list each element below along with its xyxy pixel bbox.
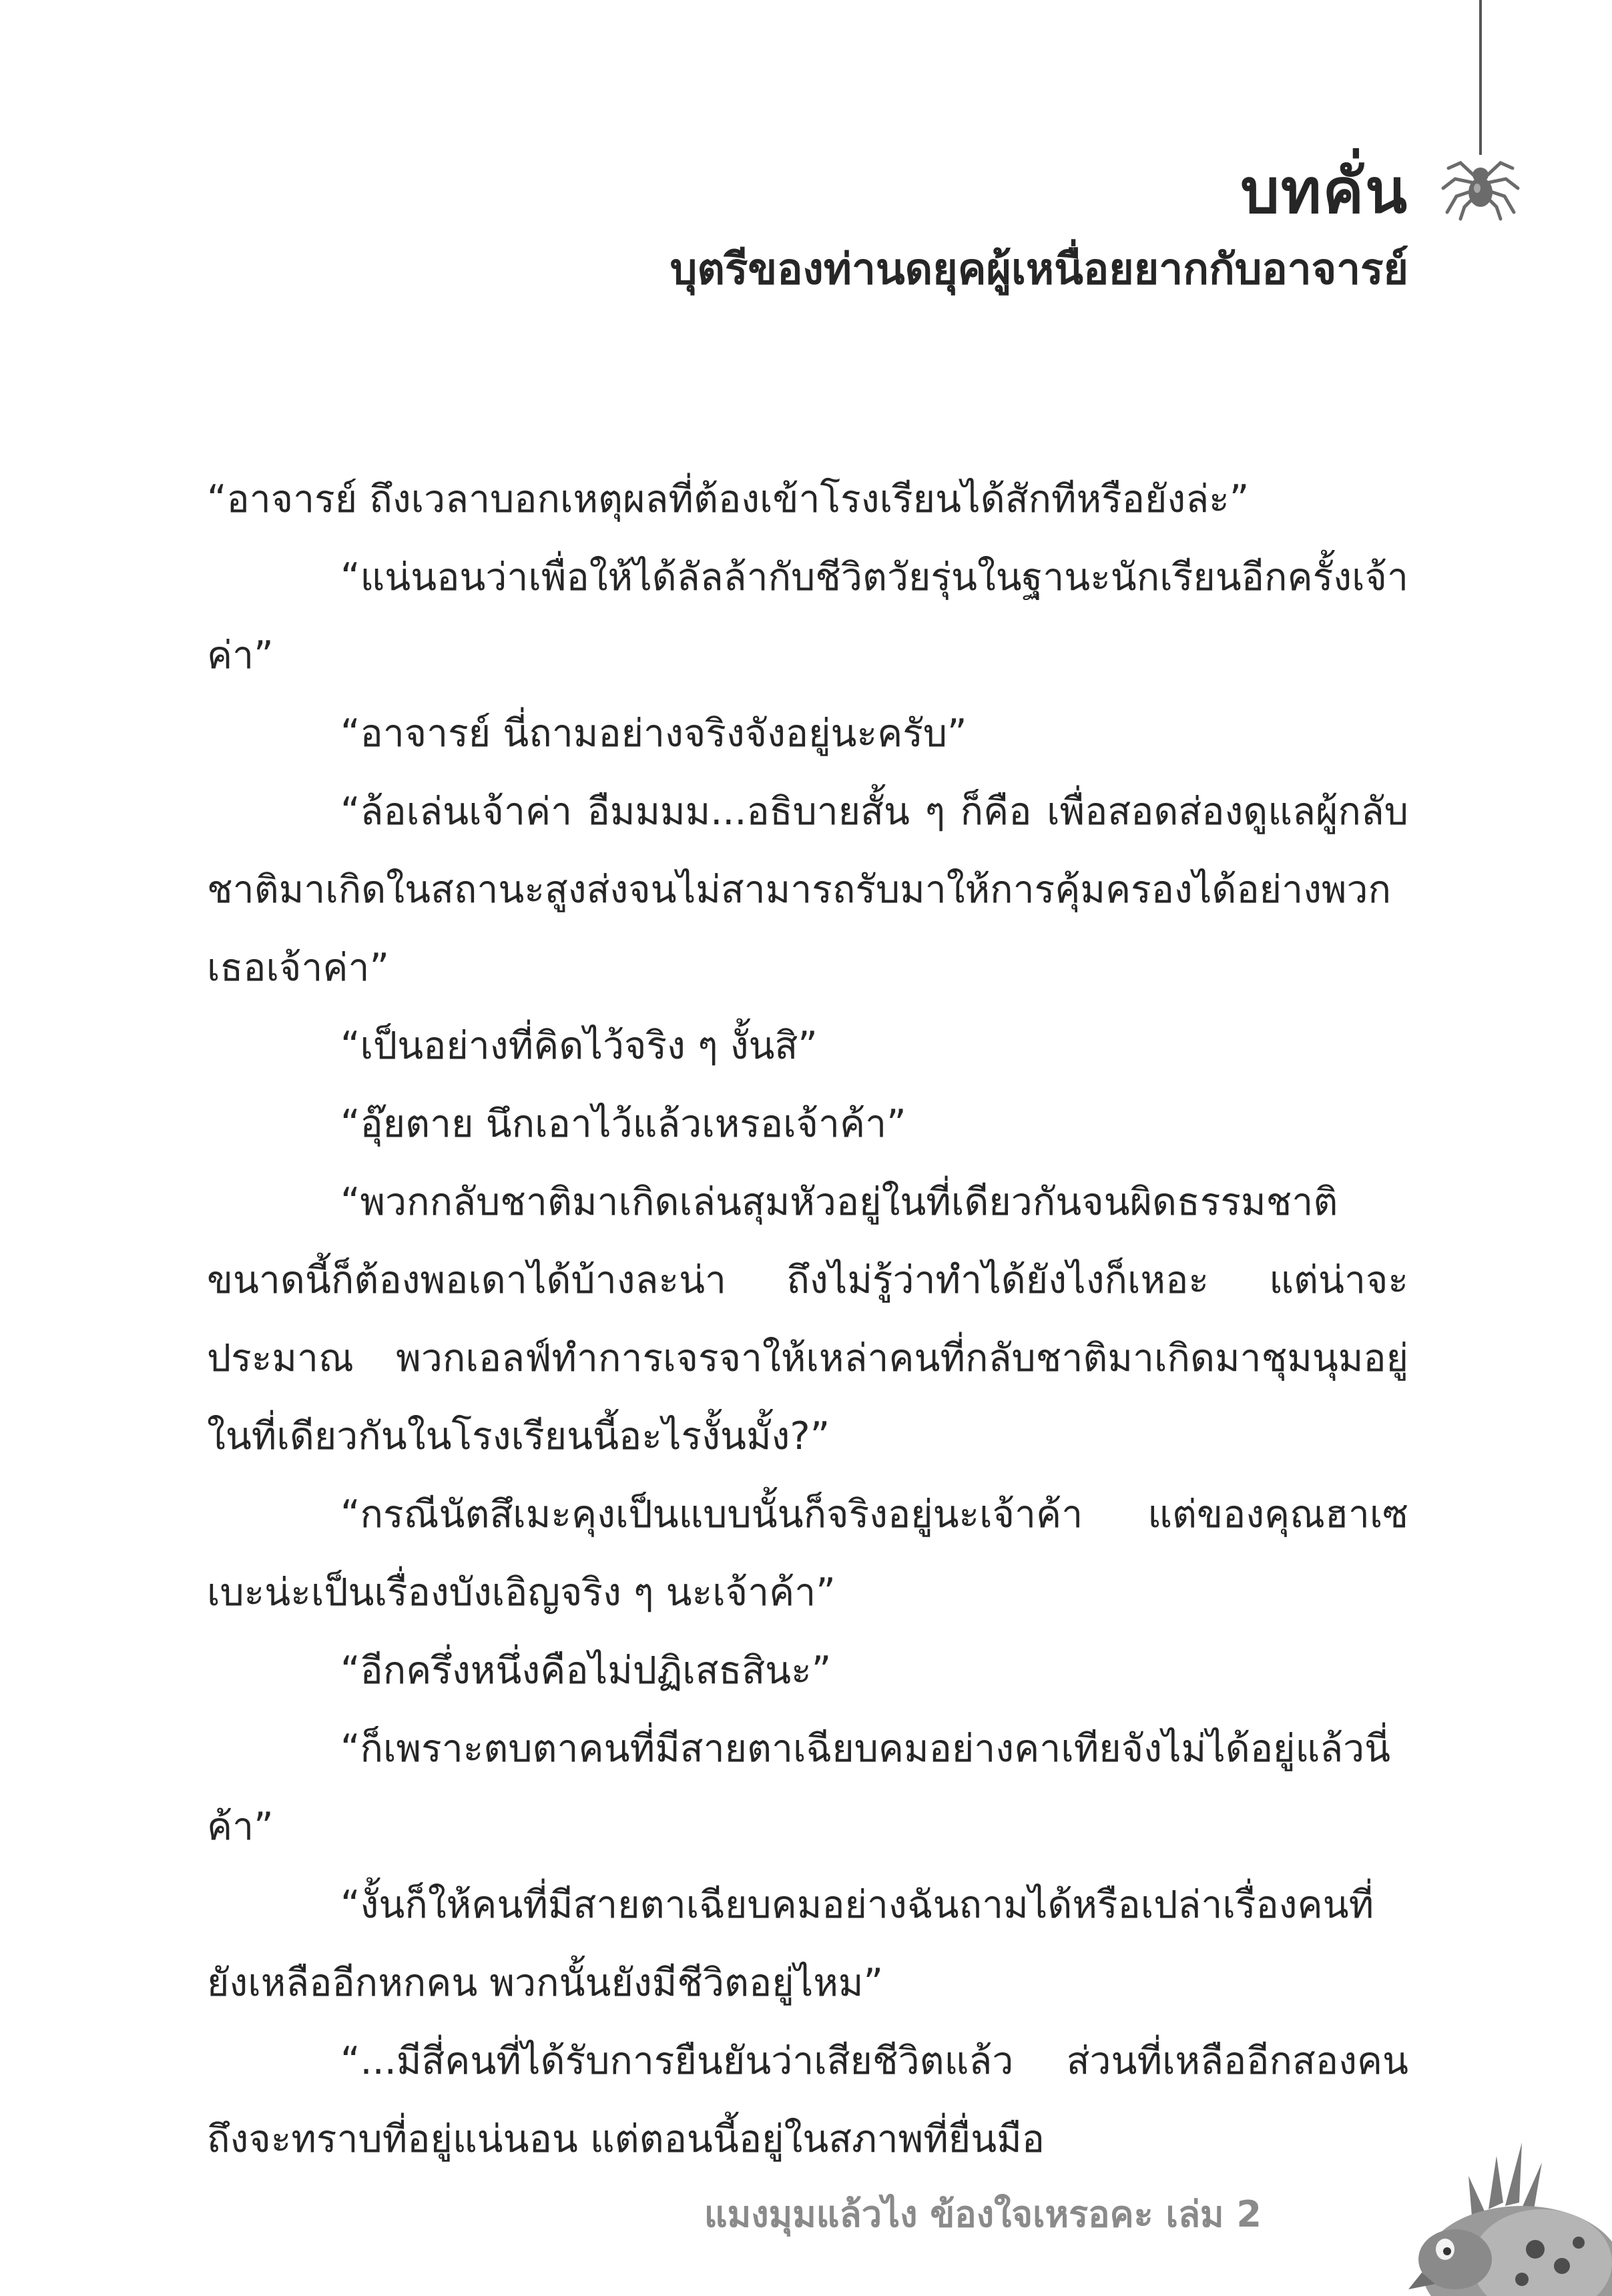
paragraph: “อีกครึ่งหนึ่งคือไม่ปฏิเสธสินะ” (340, 1649, 832, 1693)
chapter-label: บทคั่น (1240, 156, 1408, 227)
paragraph: “กรณีนัตสึเมะคุงเป็นแบบนั้นก็จริงอยู่นะเจ้าค้า แต่ของคุณฮาเซเบะน่ะเป็นเรื่องบังเอิญจริง ๆ นะเจ้าค้า” (207, 1492, 1408, 1615)
paragraph: “แน่นอนว่าเพื่อให้ได้ลัลล้ากับชีวิตวัยรุ่นในฐานะนักเรียนอีกครั้งเจ้าค่า” (207, 555, 1408, 677)
paragraph: “เป็นอย่างที่คิดไว้จริง ๆ งั้นสิ” (340, 1024, 818, 1068)
paragraph: “ก็เพราะตบตาคนที่มีสายตาเฉียบคมอย่างคาเทียจังไม่ได้อยู่แล้วนี่ค้า” (207, 1727, 1391, 1849)
chapter-header (670, 148, 1408, 300)
paragraph: “...มีสี่คนที่ได้รับการยืนยันว่าเสียชีวิตแล้ว ส่วนที่เหลืออีกสองคน ถึงจะทราบที่อยู่แน่นอน แต่ตอนนี้อยู่ในสภาพที่ยื่นมือ (207, 2039, 1408, 2161)
paragraph: “ล้อเล่นเจ้าค่า อืมมมม...อธิบายสั้น ๆ ก็คือ เพื่อสอดส่องดูแลผู้กลับชาติมาเกิดในสถานะสูงส่งจนไม่สามารถรับมาให้การคุ้มครองได้อย่างพวกเธอเจ้าค่า” (207, 790, 1408, 990)
chapter-title: บุตรีของท่านดยุคผู้เหนื่อยยากกับอาจารย์ (669, 245, 1408, 294)
mascot-illustration (1322, 2129, 1612, 2296)
paragraph: “อุ๊ยตาย นึกเอาไว้แล้วเหรอเจ้าค้า” (340, 1102, 906, 1146)
paragraph: “พวกกลับชาติมาเกิดเล่นสุมหัวอยู่ในที่เดียวกันจนผิดธรรมชาติขนาดนี้ก็ต้องพอเดาได้บ้างละน่า ถึงไม่รู้ว่าทำได้ยังไงก็เหอะ แต่น่าจะประมาณ พวกเอลฟ์ทำการเจรจาให้เหล่าคนที่กลับชาติมาเกิดมาชุมนุมอยู่ในที่เดียวกันในโรงเรียนนี้อะไรงั้นมั้ง?” (207, 1180, 1408, 1458)
body-text (207, 461, 1408, 2179)
spider-icon (1440, 148, 1521, 222)
footer-book-title: แมงมุมแล้วไง ข้องใจเหรอคะ เล่ม 2 (704, 2193, 1262, 2235)
paragraph: “อาจารย์ นี่ถามอย่างจริงจังอยู่นะครับ” (340, 711, 967, 756)
paragraph: “งั้นก็ให้คนที่มีสายตาเฉียบคมอย่างฉันถามได้หรือเปล่าเรื่องคนที่ยังเหลืออีกหกคน พวกนั้นยังมีชีวิตอยู่ไหม” (207, 1883, 1374, 2005)
spider-thread (1479, 0, 1482, 155)
paragraph: “อาจารย์ ถึงเวลาบอกเหตุผลที่ต้องเข้าโรงเรียนได้สักทีหรือยังล่ะ” (207, 477, 1250, 521)
